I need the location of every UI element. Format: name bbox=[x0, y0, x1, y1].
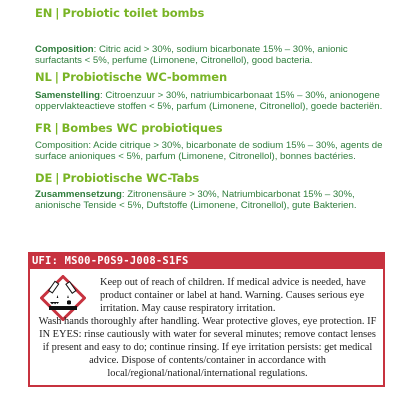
hazard-statement-main: Wash hands thoroughly after handling. Wear protective gloves, eye protection. IF IN EYES: rinse cautiously with water for several minutes; remove contact lenses if present and easy to do; continue rinsing. If eye irritation persists: get medical advice. Dispose of contents/container in accordance with local/regional/national/international regulations. bbox=[38, 316, 377, 379]
ufi-code: UFI: MS00-P0S9-J008-S1FS bbox=[30, 254, 383, 269]
product-title: Probiotische WC-bommen bbox=[61, 70, 228, 84]
section-heading-en: EN | Probiotic toilet bombs bbox=[35, 6, 205, 20]
composition-text: : Citric acid > 30%, sodium bicarbonate 15% – 30%, anionic surfactants < 5%, perfume (Limonene, Citronellol), good bacteria. bbox=[35, 44, 348, 67]
composition-text: : Zitronensäure > 30%, Natriumbicarbonat 15% – 30%, anionische Tenside < 5%, Duftstoffe (Limonene, Citronellol), gute Bakterien. bbox=[35, 189, 357, 212]
composition-text: Composition: Acide citrique > 30%, bicarbonate de sodium 15% – 30%, agents de surface anioniques < 5%, parfum (Limonene, Citronellol), bonnes bactéries. bbox=[35, 140, 383, 163]
composition-label: Composition bbox=[35, 44, 94, 55]
lang-code: NL bbox=[35, 70, 52, 84]
product-title: Bombes WC probiotiques bbox=[61, 121, 223, 135]
section-heading-fr: FR | Bombes WC probiotiques bbox=[35, 121, 223, 135]
lang-code: FR bbox=[35, 121, 52, 135]
composition-de bbox=[35, 189, 395, 212]
composition-label: Zusammensetzung bbox=[35, 189, 122, 200]
hazard-statement-side: Keep out of reach of children. If medical advice is needed, have product container or label at hand. Warning. Causes serious eye irritation. May cause respiratory irritation. bbox=[100, 277, 366, 314]
product-title: Probiotische WC-Tabs bbox=[62, 171, 200, 185]
section-heading-nl: NL | Probiotische WC-bommen bbox=[35, 70, 228, 84]
product-title: Probiotic toilet bombs bbox=[62, 6, 205, 20]
section-heading-de: DE | Probiotische WC-Tabs bbox=[35, 171, 200, 185]
hazard-warning-box bbox=[28, 252, 385, 387]
lang-code: EN bbox=[35, 6, 53, 20]
composition-fr bbox=[35, 140, 395, 163]
composition-label: Samenstelling bbox=[35, 90, 101, 101]
composition-en bbox=[35, 44, 395, 67]
composition-text: : Citroenzuur > 30%, natriumbicarbonaat 15% – 30%, anionogene oppervlakteactieve stoffen < 5%, parfum (Limonene, Citronellol), goede bacteriën. bbox=[35, 90, 383, 113]
lang-code: DE bbox=[35, 171, 53, 185]
composition-nl bbox=[35, 90, 395, 113]
